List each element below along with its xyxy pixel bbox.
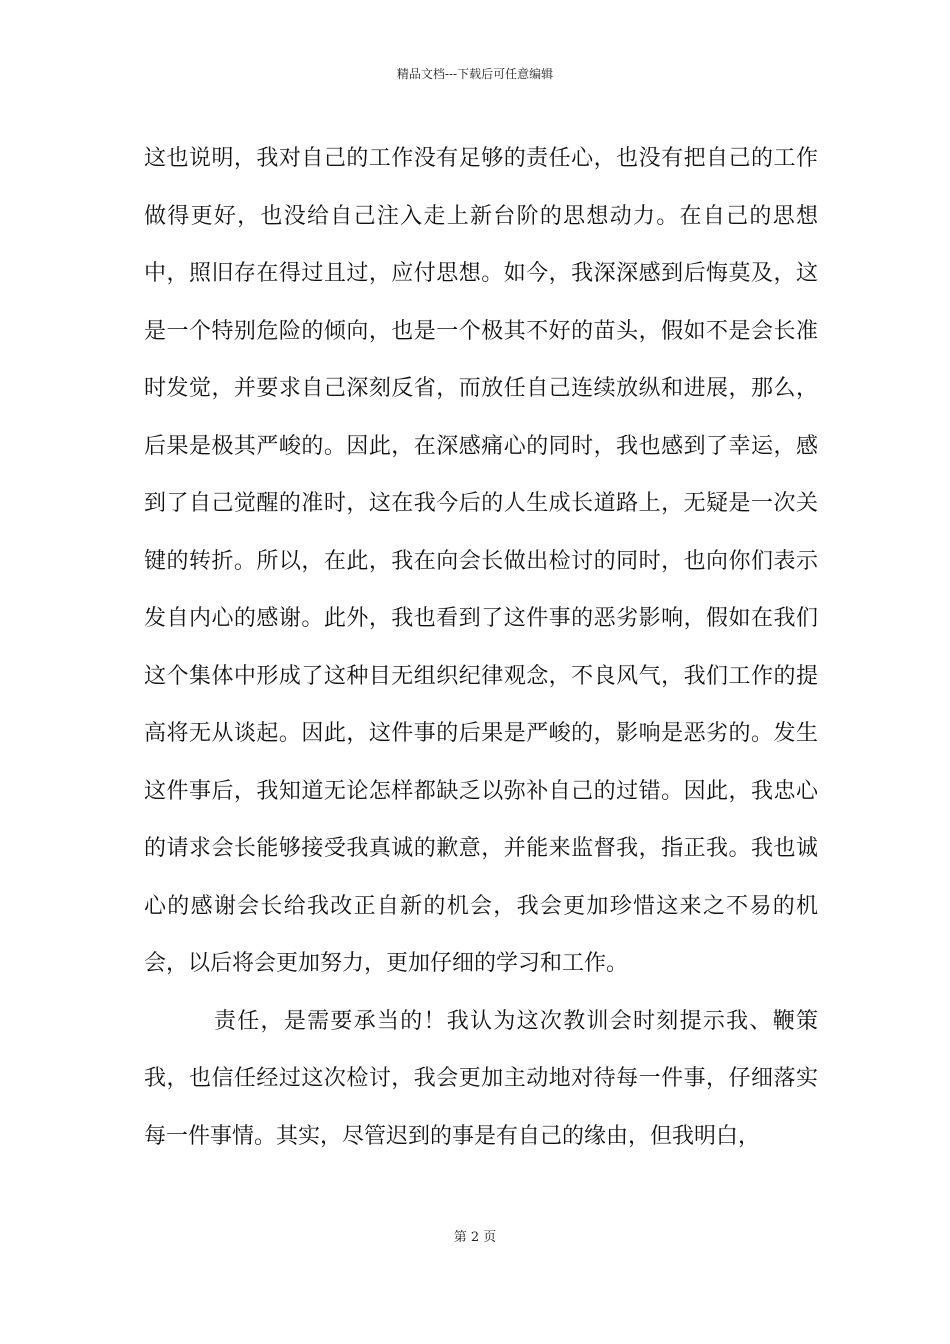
page-header: 精品文档---下载后可任意编辑 <box>396 67 554 81</box>
page-number: 第 2 页 <box>453 1230 497 1245</box>
paragraph-1: 这也说明，我对自己的工作没有足够的责任心，也没有把自己的工作做得更好，也没给自己注入走上新台阶的思想动力。在自己的思想中，照旧存在得过且过，应付思想。如今，我深深感到后悔莫及，这是一个特别危险的倾向，也是一个极其不好的苗头，假如不是会长准时发觉，并要求自己深刻反省，而放任自己连续放纵和进展，那么，后果是极其严峻的。因此，在深感痛心的同时，我也感到了幸运，感到了自己觉醒的准时，这在我今后的人生成长道路上，无疑是一次关键的转折。所以，在此，我在向会长做出检讨的同时，也向你们表示发自内心的感谢。此外，我也看到了这件事的恶劣影响，假如在我们这个集体中形成了这种目无组织纪律观念，不良风气，我们工作的提高将无从谈起。因此，这件事的后果是严峻的，影响是恶劣的。发生这件事后，我知道无论怎样都缺乏以弥补自己的过错。因此，我忠心的请求会长能够接受我真诚的歉意，并能来监督我，指正我。我也诚心的感谢会长给我改正自新的机会，我会更加珍惜这来之不易的机会，以后将会更加努力，更加仔细的学习和工作。 <box>144 146 818 976</box>
document-body <box>144 130 818 1165</box>
paragraph-2: 责任，是需要承当的！我认为这次教训会时刻提示我、鞭策我，也信任经过这次检讨，我会更加主动地对待每一件事，仔细落实每一件事情。其实，尽管迟到的事是有自己的缘由，但我明白， <box>144 1008 818 1149</box>
